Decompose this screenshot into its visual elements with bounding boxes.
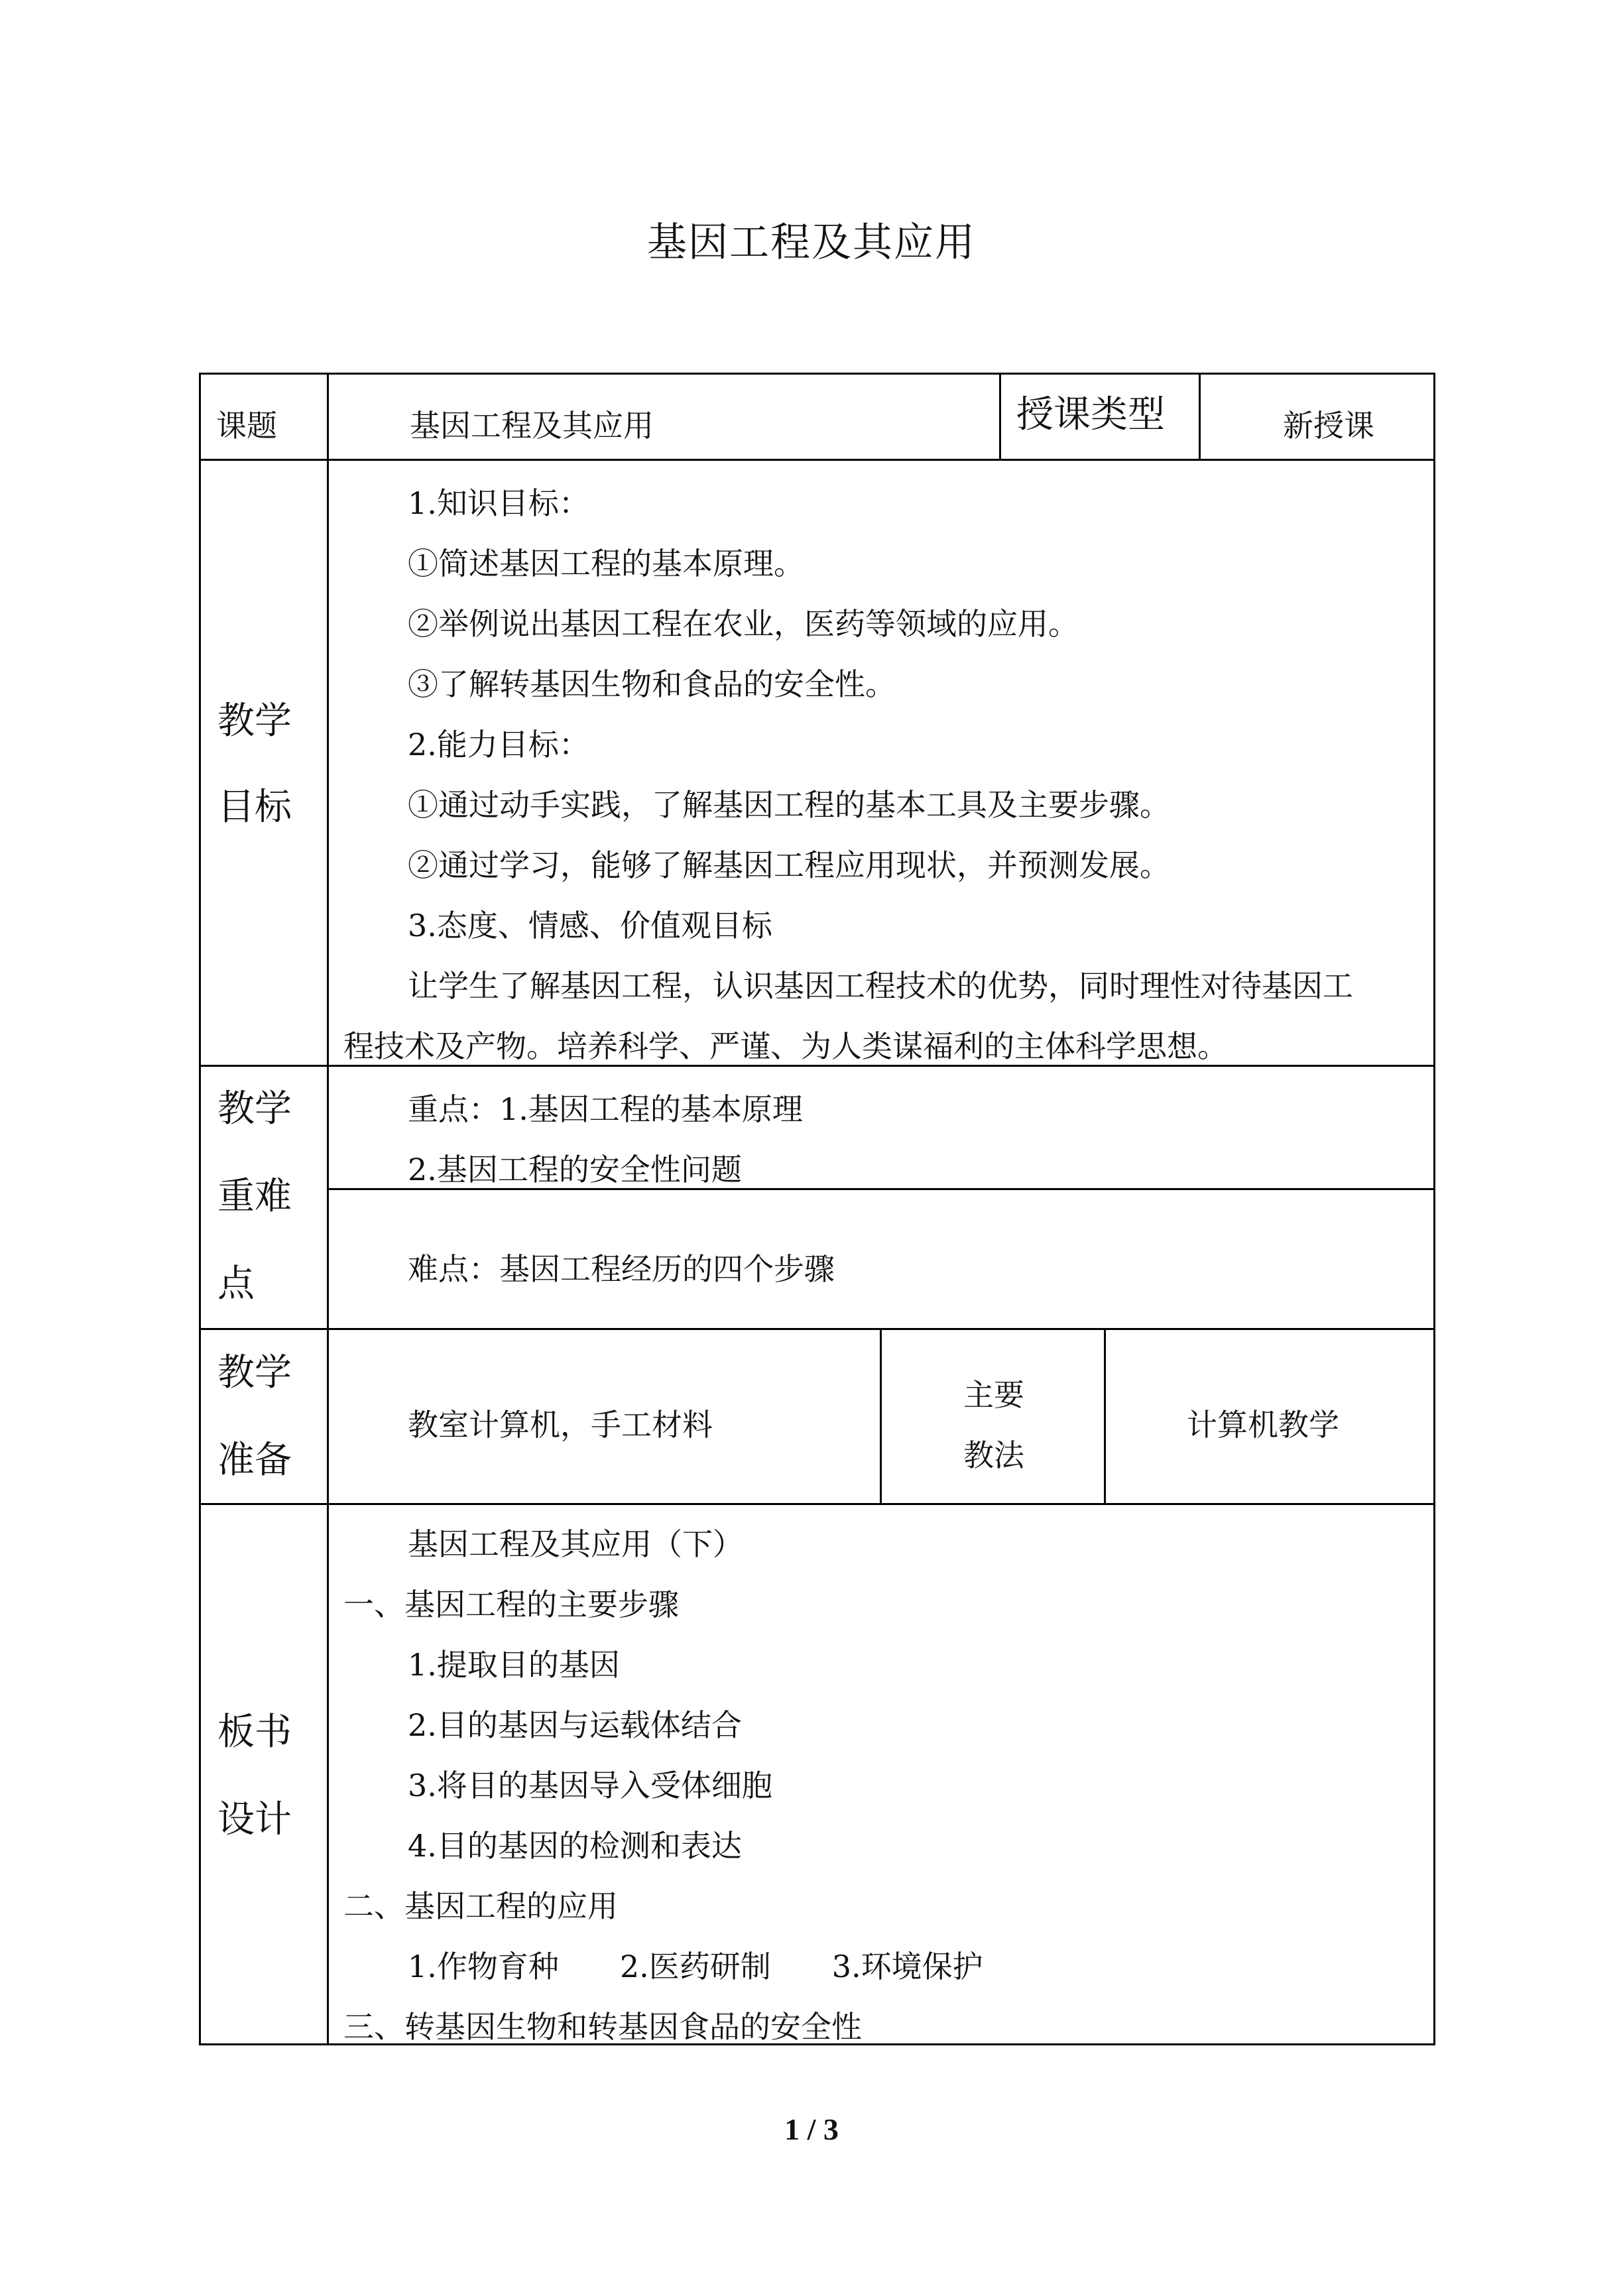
column-divider [999, 373, 1001, 460]
row-divider [199, 459, 1435, 461]
board-line: 一、基因工程的主要步骤 [343, 1587, 679, 1622]
board-line: 1.作物育种 2.医药研制 3.环境保护 [408, 1949, 983, 1984]
objective-line: ①简述基因工程的基本原理。 [408, 546, 804, 581]
preparation-label-line1: 教学 [217, 1351, 292, 1394]
objective-line: ②通过学习，能够了解基因工程应用现状，并预测发展。 [408, 847, 1170, 883]
page-title: 基因工程及其应用 [647, 219, 976, 266]
page-number: 1 / 3 [784, 2112, 839, 2146]
column-divider [327, 373, 329, 2045]
column-divider [1199, 373, 1201, 460]
board-line: 1.提取目的基因 [408, 1647, 620, 1683]
objective-line: ①通过动手实践，了解基因工程的基本工具及主要步骤。 [408, 787, 1170, 823]
column-divider [1104, 1328, 1106, 1504]
board-line: 3.将目的基因导入受体细胞 [408, 1768, 772, 1803]
objective-line: 让学生了解基因工程，认识基因工程技术的优势，同时理性对待基因工 [408, 968, 1353, 1004]
objective-line: ③了解转基因生物和食品的安全性。 [408, 666, 896, 702]
row-divider [327, 1188, 1435, 1190]
board-label-line2: 设计 [217, 1798, 292, 1841]
objective-line: 2.能力目标： [408, 727, 589, 762]
row-divider [199, 1328, 1435, 1330]
preparation-label-line2: 准备 [217, 1439, 292, 1482]
row-divider [199, 1503, 1435, 1505]
objective-line: 3.态度、情感、价值观目标 [408, 908, 772, 943]
keypoints-label-line2: 重难 [217, 1175, 292, 1218]
board-line: 二、基因工程的应用 [343, 1888, 618, 1924]
method-label-line2: 教法 [963, 1437, 1024, 1473]
preparation-value: 教室计算机，手工材料 [408, 1407, 713, 1443]
objectives-label-line1: 教学 [217, 699, 292, 743]
topic-label: 课题 [216, 408, 277, 444]
objectives-label-line2: 目标 [217, 786, 292, 829]
keypoints-label-line3: 点 [217, 1262, 255, 1305]
board-line: 2.目的基因与运载体结合 [408, 1707, 742, 1743]
lesson-type-label: 授课类型 [1016, 393, 1165, 436]
difficulty-point: 难点：基因工程经历的四个步骤 [408, 1251, 835, 1287]
method-label-line1: 主要 [963, 1377, 1024, 1413]
column-divider [880, 1328, 882, 1504]
board-line: 4.目的基因的检测和表达 [408, 1828, 742, 1864]
focus-point-2: 2.基因工程的安全性问题 [408, 1152, 742, 1187]
objective-line: 程技术及产物。培养科学、严谨、为人类谋福利的主体科学思想。 [343, 1028, 1228, 1064]
keypoints-label-line1: 教学 [217, 1087, 292, 1130]
topic-value: 基因工程及其应用 [410, 408, 654, 444]
focus-point-1: 重点：1.基因工程的基本原理 [408, 1091, 803, 1127]
board-line: 三、转基因生物和转基因食品的安全性 [343, 2009, 862, 2045]
objective-line: 1.知识目标： [408, 485, 589, 521]
method-value: 计算机教学 [1187, 1407, 1339, 1443]
board-label-line1: 板书 [217, 1711, 292, 1754]
objective-line: ②举例说出基因工程在农业，医药等领域的应用。 [408, 606, 1079, 642]
row-divider [199, 1065, 1435, 1067]
lesson-type-value: 新授课 [1283, 408, 1374, 444]
board-line: 基因工程及其应用（下） [408, 1526, 743, 1562]
